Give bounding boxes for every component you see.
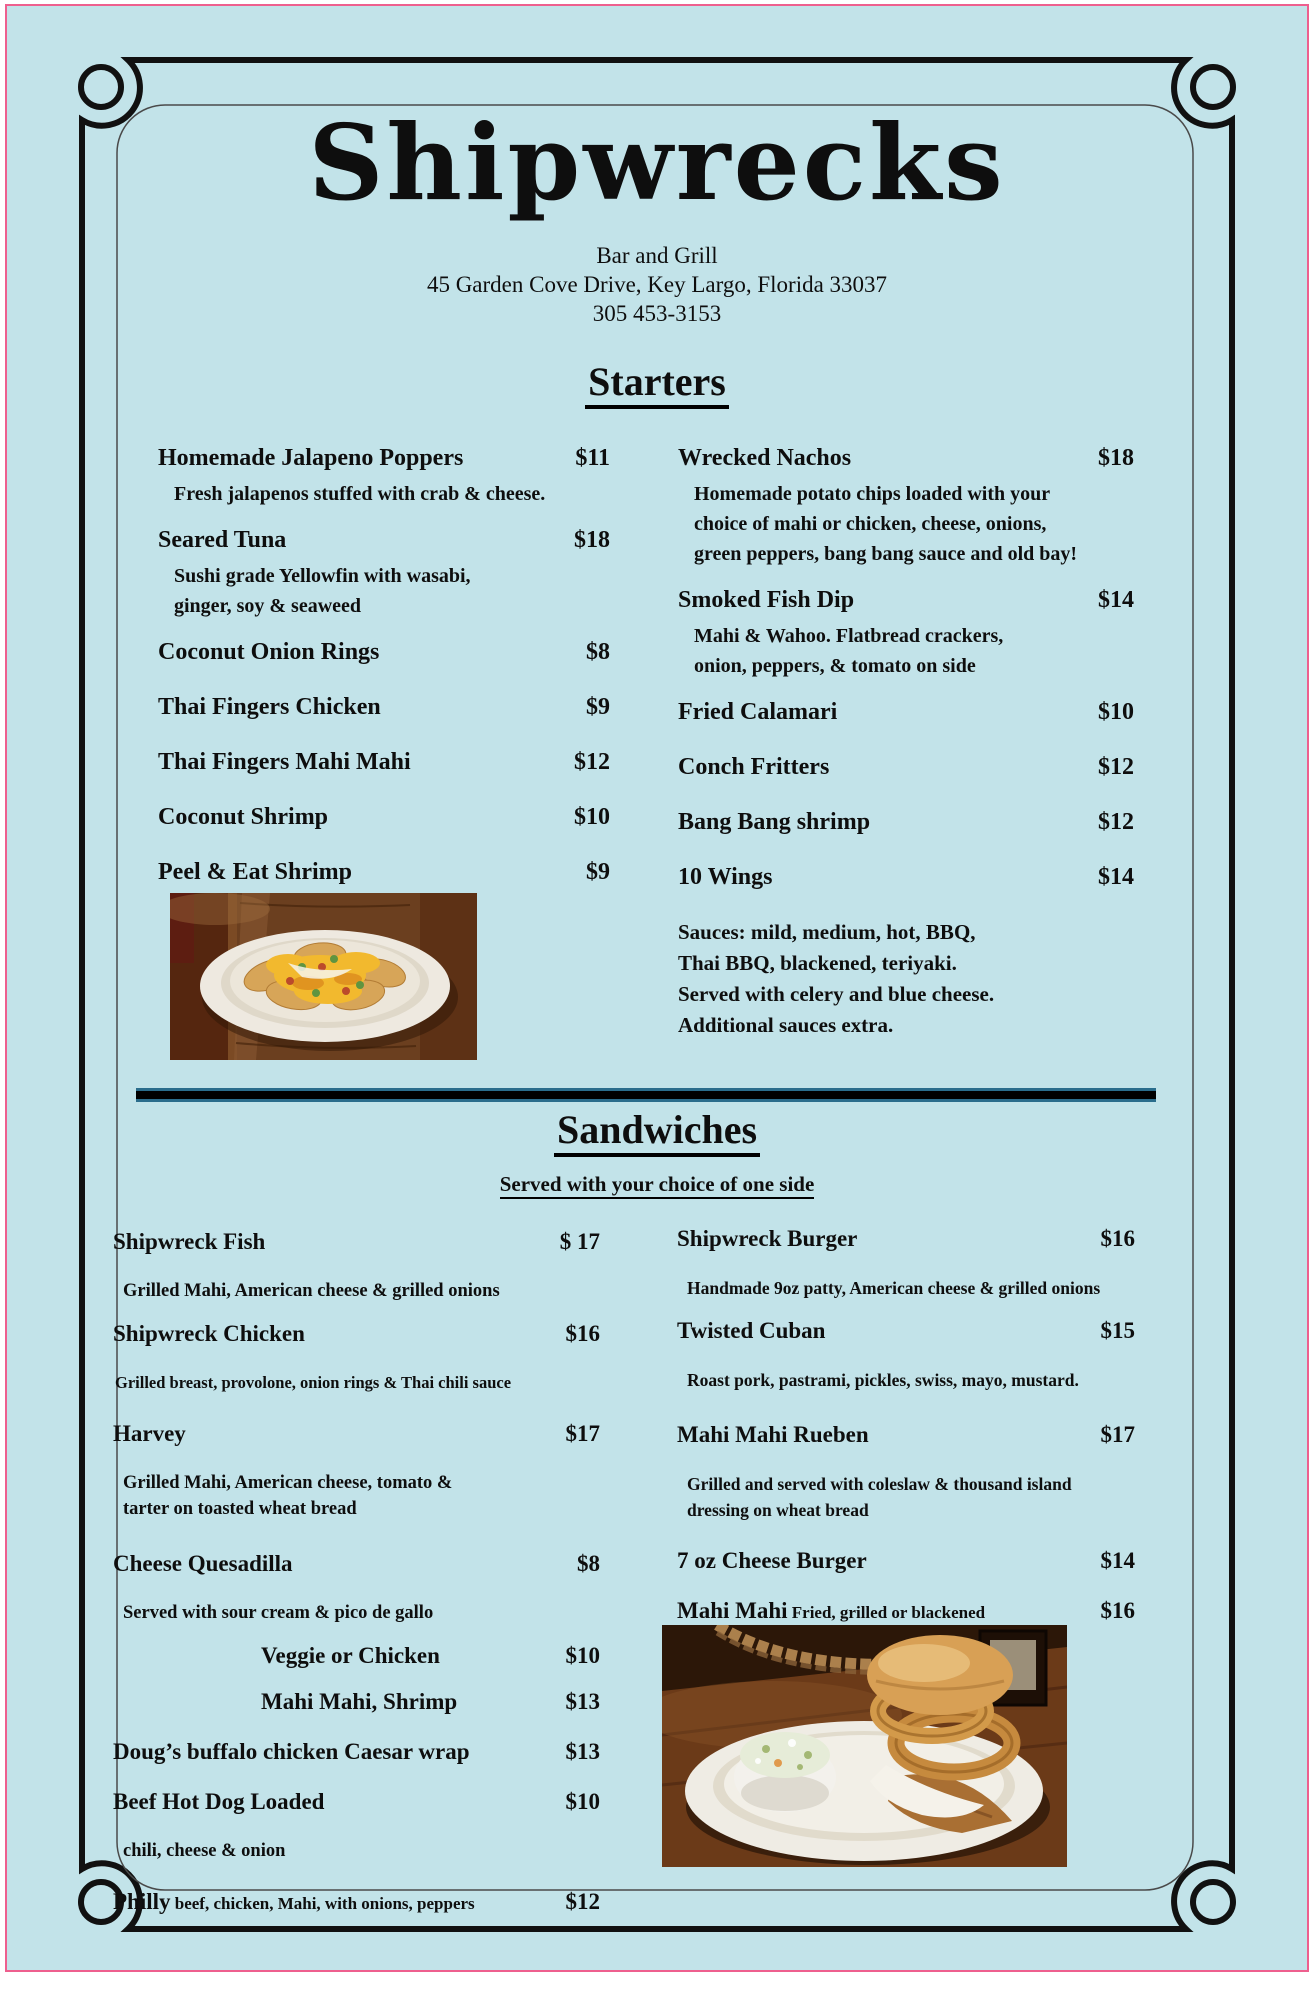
menu-item: [113, 1320, 600, 1348]
item-name: Shipwreck Burger: [677, 1226, 858, 1251]
item-name: Conch Fritters: [678, 754, 830, 780]
menu-item: [113, 1688, 600, 1716]
item-price: $12: [1098, 809, 1134, 835]
menu-item: [678, 585, 1134, 615]
menu-item: [678, 697, 1134, 727]
menu-item: [677, 1317, 1135, 1345]
sauces-note-line: Served with celery and blue cheese.: [678, 982, 995, 1006]
item-desc-line: Fresh jalapenos stuffed with crab & cheese.: [174, 483, 546, 505]
menu-item: [678, 807, 1134, 837]
item-price: $13: [565, 1689, 600, 1714]
menu-item: [677, 1597, 1135, 1627]
item-desc-line: dressing on wheat bread: [687, 1500, 869, 1520]
item-desc-line: Roast pork, pastrami, pickles, swiss, mayo, mustard.: [687, 1370, 1079, 1390]
item-name: Veggie or Chicken: [261, 1643, 440, 1668]
item-name: Wrecked Nachos: [678, 445, 852, 471]
menu-item: [677, 1421, 1135, 1449]
item-price: $11: [575, 445, 610, 471]
item-price: $15: [1100, 1318, 1135, 1343]
menu-item: [677, 1225, 1135, 1253]
menu-item: [158, 747, 610, 777]
item-name: Bang Bang shrimp: [678, 809, 871, 835]
item-price: $10: [1098, 699, 1134, 725]
menu-item: [158, 443, 610, 473]
burger-photo: [662, 1625, 1067, 1867]
sauces-note-line: Additional sauces extra.: [678, 1013, 894, 1037]
item-name-suffix: beef, chicken, Mahi, with onions, peppers: [170, 1894, 475, 1913]
item-desc: [113, 1838, 600, 1864]
item-price: $10: [574, 804, 610, 830]
item-desc: [113, 1600, 600, 1626]
item-name: Peel & Eat Shrimp: [158, 859, 352, 885]
item-price: $16: [1100, 1226, 1135, 1251]
item-price: $8: [577, 1551, 600, 1576]
item-desc-line: Grilled breast, provolone, onion rings & Thai chili sauce: [115, 1373, 512, 1392]
sauces-note: [678, 917, 1134, 1041]
item-price: $14: [1100, 1548, 1135, 1573]
item-name: Shipwreck Chicken: [113, 1321, 305, 1346]
item-desc-line: Handmade 9oz patty, American cheese & grilled onions: [687, 1278, 1101, 1298]
item-desc: [678, 479, 1134, 569]
item-desc: [678, 621, 1134, 681]
nachos-photo: [170, 893, 477, 1060]
item-name: Twisted Cuban: [677, 1318, 826, 1343]
item-name: Harvey: [113, 1421, 186, 1446]
item-desc: [158, 561, 610, 621]
item-name: Doug’s buffalo chicken Caesar wrap: [113, 1739, 470, 1764]
sauces-note-line: Thai BBQ, blackened, teriyaki.: [678, 951, 957, 975]
item-desc-line: Grilled Mahi, American cheese & grilled onions: [123, 1281, 500, 1301]
item-price: $9: [586, 694, 610, 720]
menu-item: [678, 752, 1134, 782]
sandwiches-subheading: Served with your choice of one side: [0, 1172, 1314, 1197]
item-price: $12: [574, 749, 610, 775]
starters-heading: Starters: [0, 358, 1314, 405]
item-price: $9: [586, 859, 610, 885]
item-name: Beef Hot Dog Loaded: [113, 1789, 325, 1814]
menu-item: [678, 862, 1134, 892]
item-name: Thai Fingers Mahi Mahi: [158, 749, 411, 775]
section-divider: [136, 1088, 1156, 1102]
menu-item: [113, 1738, 600, 1766]
menu-item: [113, 1420, 600, 1448]
item-price: $14: [1098, 864, 1134, 890]
item-price: $12: [1098, 754, 1134, 780]
item-name: Homemade Jalapeno Poppers: [158, 445, 464, 471]
item-desc: [113, 1470, 600, 1522]
item-name: Philly beef, chicken, Mahi, with onions, peppers: [113, 1889, 475, 1914]
item-price: $8: [586, 639, 610, 665]
menu-item: [158, 637, 610, 667]
menu-item: [677, 1547, 1135, 1575]
restaurant-subtitle: Bar and Grill: [596, 243, 718, 268]
item-name: Coconut Shrimp: [158, 804, 329, 830]
item-price: $18: [1098, 445, 1134, 471]
item-price: $17: [1100, 1422, 1135, 1447]
item-price: $18: [574, 527, 610, 553]
item-desc-line: tarter on toasted wheat bread: [123, 1499, 357, 1519]
starters-right-column: [678, 443, 1134, 1041]
sandwiches-right-column: [677, 1225, 1135, 1649]
item-name: Thai Fingers Chicken: [158, 694, 381, 720]
item-name: Mahi Mahi Rueben: [677, 1422, 869, 1447]
item-name: 10 Wings: [678, 864, 773, 890]
item-name: 7 oz Cheese Burger: [677, 1548, 867, 1573]
restaurant-address: 45 Garden Cove Drive, Key Largo, Florida 33037: [426, 272, 888, 297]
item-price: $10: [565, 1789, 600, 1814]
item-desc-line: choice of mahi or chicken, cheese, onions,: [694, 513, 1047, 535]
item-desc-line: Served with sour cream & pico de gallo: [123, 1603, 434, 1623]
item-name: Coconut Onion Rings: [158, 639, 380, 665]
sauces-note-line: Sauces: mild, medium, hot, BBQ,: [678, 920, 976, 944]
item-desc: [158, 479, 610, 509]
item-desc: [113, 1370, 600, 1396]
item-desc: [677, 1275, 1135, 1301]
item-desc-line: Mahi & Wahoo. Flatbread crackers,: [694, 625, 1004, 647]
item-name: Smoked Fish Dip: [678, 587, 855, 613]
item-name: Fried Calamari: [678, 699, 838, 725]
item-price: $17: [565, 1421, 600, 1446]
item-desc: [677, 1367, 1135, 1393]
item-desc-line: ginger, soy & seaweed: [174, 595, 362, 617]
item-name: Shipwreck Fish: [113, 1229, 266, 1254]
item-desc-line: Grilled and served with coleslaw & thousand island: [687, 1474, 1072, 1494]
item-price: $10: [565, 1643, 600, 1668]
item-price: $16: [565, 1321, 600, 1346]
item-desc-line: Grilled Mahi, American cheese, tomato &: [123, 1473, 453, 1493]
menu-item: [158, 857, 610, 887]
menu-item: [678, 443, 1134, 473]
item-price: $ 17: [559, 1229, 600, 1254]
menu-item: [158, 692, 610, 722]
item-name: Mahi Mahi, Shrimp: [261, 1689, 458, 1714]
starters-left-column: [158, 443, 610, 912]
menu-item: [113, 1550, 600, 1578]
menu-item: [113, 1642, 600, 1670]
item-desc-line: Homemade potato chips loaded with your: [694, 483, 1051, 505]
item-price: $14: [1098, 587, 1134, 613]
menu-item: [158, 802, 610, 832]
item-desc-line: Sushi grade Yellowfin with wasabi,: [174, 565, 471, 587]
menu-item: [113, 1228, 600, 1256]
item-price: $16: [1100, 1598, 1135, 1623]
item-desc: [677, 1471, 1135, 1523]
item-desc-line: chili, cheese & onion: [123, 1841, 286, 1861]
item-price: $13: [565, 1739, 600, 1764]
restaurant-phone: 305 453-3153: [592, 301, 722, 326]
item-name-suffix: Fried, grilled or blackened: [787, 1603, 986, 1622]
menu-item: [113, 1888, 600, 1918]
item-desc-line: onion, peppers, & tomato on side: [694, 655, 976, 677]
item-name: Seared Tuna: [158, 527, 287, 553]
item-desc: [113, 1278, 600, 1304]
item-desc-line: green peppers, bang bang sauce and old bay!: [694, 543, 1078, 565]
item-price: $12: [565, 1889, 600, 1914]
item-name: Cheese Quesadilla: [113, 1551, 293, 1576]
sandwiches-left-column: [113, 1228, 600, 1940]
restaurant-title: Shipwrecks: [308, 101, 1006, 224]
sandwiches-heading: Sandwiches: [0, 1106, 1314, 1153]
item-name: Mahi Mahi Fried, grilled or blackened: [677, 1598, 986, 1623]
menu-item: [113, 1788, 600, 1816]
menu-item: [158, 525, 610, 555]
